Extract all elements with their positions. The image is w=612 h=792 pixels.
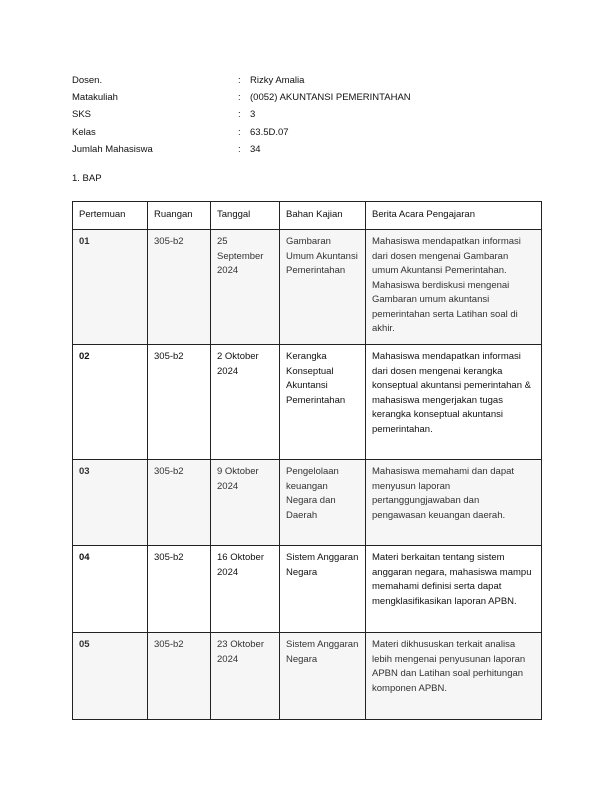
column-header-ruangan: Ruangan bbox=[148, 202, 211, 230]
cell-berita-acara: Materi berkaitan tentang sistem anggaran negara, mahasiswa mampu memahami definisi serta dapat mengklasifikasikan laporan APBN. bbox=[366, 546, 542, 633]
column-header-pertemuan: Pertemuan bbox=[73, 202, 148, 230]
info-label: Kelas bbox=[72, 126, 96, 138]
table-header-row bbox=[73, 202, 542, 230]
info-row-kelas bbox=[72, 124, 411, 141]
cell-tanggal: 2 Oktober 2024 bbox=[211, 345, 280, 460]
cell-ruangan: 305-b2 bbox=[148, 230, 211, 345]
course-info bbox=[72, 72, 411, 158]
cell-berita-acara: Mahasiswa mendapatkan informasi dari dosen mengenai kerangka konseptual akuntansi pemerintahan & mahasiswa mengerjakan tugas kerangka konseptual akuntansi pemerintahan. bbox=[366, 345, 542, 460]
bap-table bbox=[72, 201, 542, 720]
column-header-bahan-kajian: Bahan Kajian bbox=[280, 202, 366, 230]
cell-bahan-kajian: Pengelolaan keuangan Negara dan Daerah bbox=[280, 460, 366, 546]
cell-tanggal: 23 Oktober 2024 bbox=[211, 633, 280, 720]
info-label: Matakuliah bbox=[72, 92, 118, 104]
info-colon: : bbox=[238, 75, 241, 86]
info-colon: : bbox=[238, 92, 241, 104]
info-label: SKS bbox=[72, 109, 92, 121]
cell-ruangan: 305-b2 bbox=[148, 460, 211, 546]
table-row bbox=[73, 633, 542, 720]
column-header-tanggal: Tanggal bbox=[211, 202, 280, 230]
cell-ruangan: 305-b2 bbox=[148, 633, 211, 720]
section-title: 1. BAP bbox=[72, 173, 102, 184]
cell-tanggal: 25 September 2024 bbox=[211, 230, 280, 345]
cell-bahan-kajian: Kerangka Konseptual Akuntansi Pemerintahan bbox=[280, 345, 366, 460]
cell-tanggal: 16 Oktober 2024 bbox=[211, 546, 280, 633]
cell-tanggal: 9 Oktober 2024 bbox=[211, 460, 280, 546]
info-value: 63.5D.07 bbox=[250, 126, 289, 138]
column-header-berita-acara: Berita Acara Pengajaran bbox=[366, 202, 542, 230]
info-value: 3 bbox=[250, 109, 256, 121]
cell-ruangan: 305-b2 bbox=[148, 546, 211, 633]
info-row-dosen bbox=[72, 72, 411, 89]
table-row bbox=[73, 230, 542, 345]
cell-berita-acara: Mahasiswa mendapatkan informasi dari dosen mengenai Gambaran umum Akuntansi Pemerintahan. Mahasiswa berdiskusi mengenai Gambaran umum akuntansi pemerintahan serta Latihan soal di akhir. bbox=[366, 230, 542, 345]
table-row bbox=[73, 460, 542, 546]
table-row bbox=[73, 345, 542, 460]
cell-berita-acara: Materi dikhususkan terkait analisa lebih mengenai penyusunan laporan APBN dan Latihan soal perhitungan komponen APBN. bbox=[366, 633, 542, 720]
info-label: Jumlah Mahasiswa bbox=[72, 143, 153, 155]
info-row-jumlah-mahasiswa bbox=[72, 141, 411, 158]
info-value: Rizky Amalia bbox=[250, 75, 305, 86]
info-colon: : bbox=[238, 143, 241, 155]
cell-ruangan: 305-b2 bbox=[148, 345, 211, 460]
table-row bbox=[73, 546, 542, 633]
cell-bahan-kajian: Sistem Anggaran Negara bbox=[280, 546, 366, 633]
cell-berita-acara: Mahasiswa memahami dan dapat menyusun laporan pertanggungjawaban dan pengawasan keuangan daerah. bbox=[366, 460, 542, 546]
cell-pertemuan: 02 bbox=[73, 345, 148, 460]
info-row-sks bbox=[72, 106, 411, 123]
cell-pertemuan: 03 bbox=[73, 460, 148, 546]
cell-pertemuan: 01 bbox=[73, 230, 148, 345]
info-row-matakuliah bbox=[72, 89, 411, 106]
info-label: Dosen. bbox=[72, 75, 103, 86]
info-value: 34 bbox=[250, 143, 261, 155]
cell-pertemuan: 04 bbox=[73, 546, 148, 633]
info-colon: : bbox=[238, 126, 241, 138]
cell-bahan-kajian: Gambaran Umum Akuntansi Pemerintahan bbox=[280, 230, 366, 345]
info-colon: : bbox=[238, 109, 241, 121]
cell-bahan-kajian: Sistem Anggaran Negara bbox=[280, 633, 366, 720]
info-value: (0052) AKUNTANSI PEMERINTAHAN bbox=[250, 92, 411, 104]
cell-pertemuan: 05 bbox=[73, 633, 148, 720]
